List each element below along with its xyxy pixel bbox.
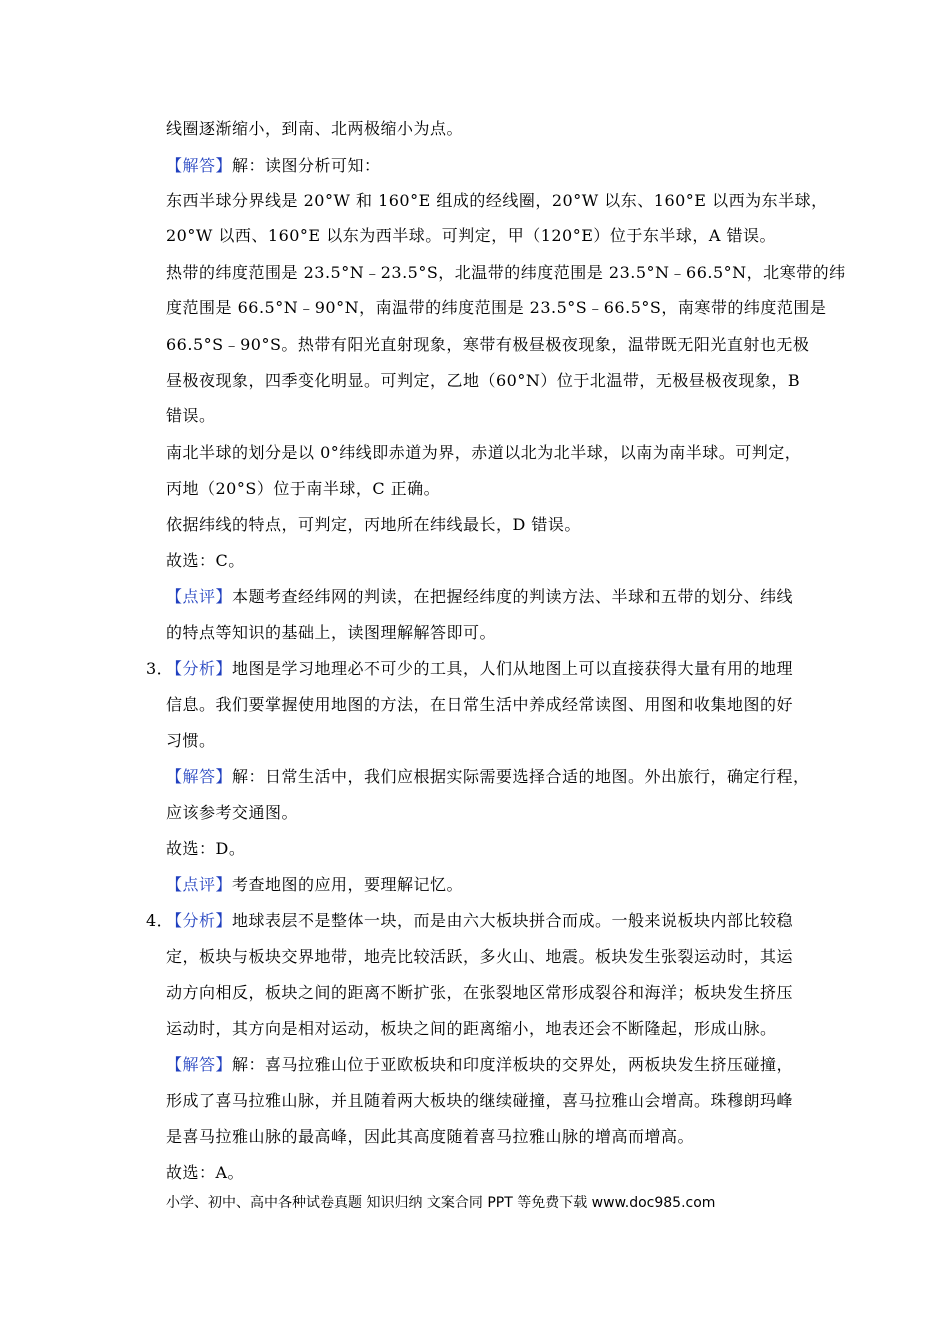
q4-analysis-line2: 定，板块与板块交界地带，地壳比较活跃，多火山、地震。板块发生张裂运动时，其运 xyxy=(166,947,794,966)
q2-p1-line1: 东西半球分界线是 20°W 和 160°E 组成的经线圈，20°W 以东、160°E 以西为东半球， xyxy=(166,191,828,210)
q3-review-line1: 【点评】考查地图的应用，要理解记忆。 xyxy=(166,875,464,894)
q4-answer-line2: 形成了喜马拉雅山脉，并且随着两大板块的继续碰撞，喜马拉雅山会增高。珠穆朗玛峰 xyxy=(166,1091,794,1110)
q2-p3-line2: 丙地（20°S）位于南半球，C 正确。 xyxy=(166,479,441,498)
q4-analysis-line1: 【分析】地球表层不是整体一块，而是由六大板块拼合而成。一般来说板块内部比较稳 xyxy=(166,911,794,930)
answer-tag: 【解答】 xyxy=(166,156,233,175)
q2-p2-line1: 热带的纬度范围是 23.5°N﹣23.5°S，北温带的纬度范围是 23.5°N﹣66.5°N，北寒带的纬 xyxy=(166,263,846,282)
q4-analysis-line3: 动方向相反，板块之间的距离不断扩张，在张裂地区常形成裂谷和海洋；板块发生挤压 xyxy=(166,983,794,1002)
review-tag: 【点评】 xyxy=(166,875,233,894)
q4-analysis-line4: 运动时，其方向是相对运动，板块之间的距离缩小，地表还会不断隆起，形成山脉。 xyxy=(166,1019,777,1038)
q2-p2-line5: 错误。 xyxy=(166,406,216,425)
q3-answer-line2: 应该参考交通图。 xyxy=(166,803,299,822)
q4-answer-line1: 【解答】解：喜马拉雅山位于亚欧板块和印度洋板块的交界处，两板块发生挤压碰撞， xyxy=(166,1055,794,1074)
q2-review-line2: 的特点等知识的基础上，读图理解解答即可。 xyxy=(166,623,497,642)
q4-number: 4． xyxy=(146,911,174,930)
analysis-tag: 【分析】 xyxy=(166,659,233,678)
q2-p3-line1: 南北半球的划分是以 0°纬线即赤道为界，赤道以北为北半球，以南为南半球。可判定， xyxy=(166,443,802,462)
q2-p2-line3: 66.5°S﹣90°S。热带有阳光直射现象，寒带有极昼极夜现象，温带既无阳光直射也无极 xyxy=(166,335,810,354)
answer-tag: 【解答】 xyxy=(166,1055,233,1074)
q4-choice: 故选：A。 xyxy=(166,1163,245,1182)
q2-p2-line4: 昼极夜现象，四季变化明显。可判定，乙地（60°N）位于北温带，无极昼极夜现象，B xyxy=(166,371,801,390)
q2-choice: 故选：C。 xyxy=(166,551,245,570)
q2-p2-line2: 度范围是 66.5°N﹣90°N，南温带的纬度范围是 23.5°S﹣66.5°S，南寒带的纬度范围是 xyxy=(166,298,827,317)
analysis-tag: 【分析】 xyxy=(166,911,233,930)
q2-p1-line2: 20°W 以西、160°E 以东为西半球。可判定，甲（120°E）位于东半球，A 错误。 xyxy=(166,226,777,245)
q2-p4-line1: 依据纬线的特点，可判定，丙地所在纬线最长，D 错误。 xyxy=(166,515,581,534)
q2-analysis-tail: 线圈逐渐缩小，到南、北两极缩小为点。 xyxy=(166,119,464,138)
q4-answer-line3: 是喜马拉雅山脉的最高峰，因此其高度随着喜马拉雅山脉的增高而增高。 xyxy=(166,1127,695,1146)
q3-choice: 故选：D。 xyxy=(166,839,246,858)
q2-answer-lead: 【解答】解：读图分析可知： xyxy=(166,156,381,175)
q3-analysis-line3: 习惯。 xyxy=(166,731,216,750)
q2-review-line1: 【点评】本题考查经纬网的判读，在把握经纬度的判读方法、半球和五带的划分、纬线 xyxy=(166,587,794,606)
q3-analysis-line2: 信息。我们要掌握使用地图的方法，在日常生活中养成经常读图、用图和收集地图的好 xyxy=(166,695,794,714)
q3-analysis-line1: 【分析】地图是学习地理必不可少的工具，人们从地图上可以直接获得大量有用的地理 xyxy=(166,659,794,678)
q3-answer-line1: 【解答】解：日常生活中，我们应根据实际需要选择合适的地图。外出旅行，确定行程， xyxy=(166,767,810,786)
q3-number: 3． xyxy=(146,659,174,678)
review-tag: 【点评】 xyxy=(166,587,233,606)
page-footer: 小学、初中、高中各种试卷真题 知识归纳 文案合同 PPT 等免费下载 www.doc985.com xyxy=(166,1195,716,1211)
answer-tag: 【解答】 xyxy=(166,767,233,786)
